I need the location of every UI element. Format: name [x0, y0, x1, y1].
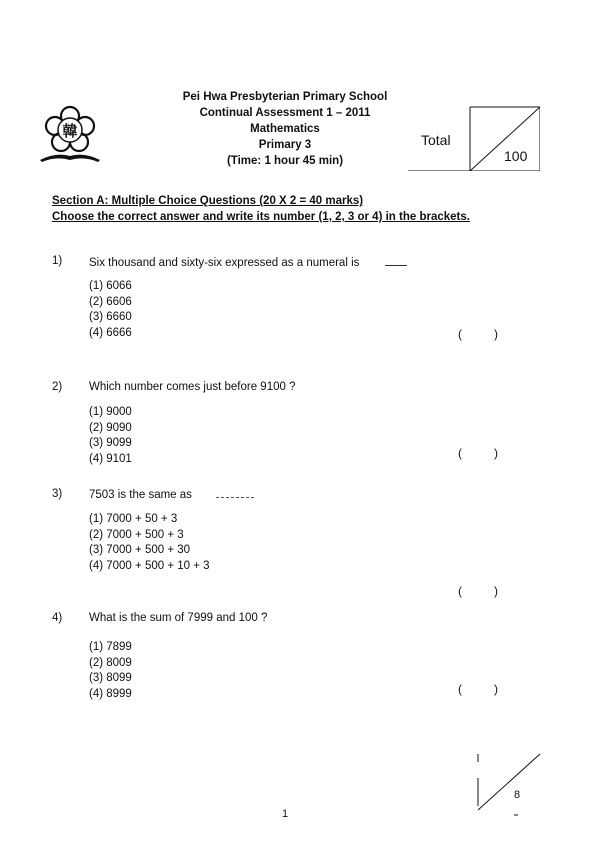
option-item: (3) 8099 — [89, 672, 132, 684]
exam-header — [150, 89, 420, 169]
answer-blank — [216, 488, 254, 498]
option-item: (1) 9000 — [89, 406, 132, 418]
question-number: 3) — [52, 488, 63, 500]
question-text-content: Six thousand and sixty-six expressed as a numeral is — [89, 257, 360, 269]
option-item: (1) 7000 + 50 + 3 — [89, 513, 178, 525]
option-item: (3) 9099 — [89, 437, 132, 449]
option-item: (2) 6606 — [89, 295, 132, 308]
option-item: (1) 7899 — [89, 641, 132, 653]
option-list — [89, 640, 132, 702]
exam-title: Continual Assessment 1 – 2011 — [199, 107, 371, 119]
option-item: (2) 9090 — [89, 421, 132, 434]
section-title: Section A: Multiple Choice Questions (20 X 2 = 40 marks) — [52, 195, 364, 207]
school-logo — [38, 102, 102, 164]
question-number: 4) — [52, 612, 63, 624]
answer-bracket-close: ) — [494, 584, 498, 598]
answer-bracket-open: ( — [458, 327, 462, 341]
page-score-mark — [470, 752, 542, 818]
answer-bracket-close: ) — [494, 682, 498, 696]
question-text: What is the sum of 7999 and 100 ? — [89, 612, 268, 624]
option-item: (1) 6066 — [89, 280, 132, 292]
option-item: (4) 9101 — [89, 452, 132, 465]
option-list — [89, 405, 132, 467]
option-list — [89, 279, 132, 341]
option-list — [89, 512, 210, 574]
svg-text:韓: 韓 — [62, 122, 78, 140]
answer-bracket-close: ) — [494, 327, 498, 341]
option-item: (2) 7000 + 500 + 3 — [89, 528, 184, 541]
answer-blank — [385, 255, 407, 266]
exam-duration: (Time: 1 hour 45 min) — [226, 155, 344, 167]
total-label: Total — [421, 132, 451, 148]
level-name: Primary 3 — [258, 139, 312, 151]
question-text — [89, 255, 407, 269]
question-text: Which number comes just before 9100 ? — [89, 381, 296, 393]
answer-bracket-open: ( — [458, 584, 462, 598]
option-item: (4) 6666 — [89, 326, 132, 339]
question-text — [89, 488, 254, 501]
option-item: (3) 7000 + 500 + 30 — [89, 544, 191, 556]
answer-bracket-open: ( — [458, 446, 462, 460]
subject-name: Mathematics — [250, 123, 320, 135]
answer-bracket-close: ) — [494, 446, 498, 460]
option-item: (3) 6660 — [89, 311, 132, 323]
page-number: 1 — [282, 808, 289, 820]
option-item: (4) 8999 — [89, 687, 132, 700]
school-name: Pei Hwa Presbyterian Primary School — [182, 91, 388, 103]
question-text-content: 7503 is the same as — [89, 489, 192, 501]
total-max-score: 100 — [504, 148, 528, 164]
section-instruction: Choose the correct answer and write its number (1, 2, 3 or 4) in the brackets. — [52, 211, 470, 223]
page-score: 8 — [514, 789, 521, 801]
answer-bracket-open: ( — [458, 682, 462, 696]
option-item: (2) 8009 — [89, 656, 132, 669]
question-number: 2) — [52, 381, 63, 393]
question-number: 1) — [52, 255, 63, 267]
option-item: (4) 7000 + 500 + 10 + 3 — [89, 559, 210, 572]
